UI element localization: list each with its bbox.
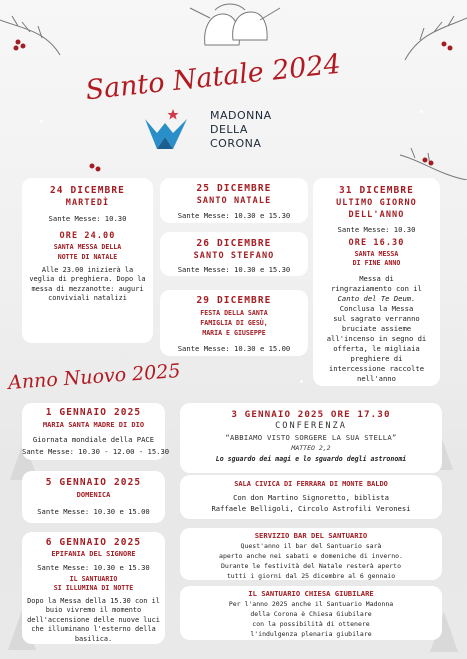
card-giubilare [180,586,442,640]
event-name: MARIA SANTA MADRE DI DIO [42,421,145,429]
page-title: Santo Natale 2024 [84,48,343,107]
event-name: SANTA MESSA [354,250,399,258]
card-25-dicembre [160,178,308,223]
event-date: 1 GENNAIO 2025 [45,407,142,418]
event-date: 25 DICEMBRE [196,183,272,194]
event-day: MARTEDÌ [65,198,110,208]
section-title: SERVIZIO BAR DEL SANTUARIO [254,531,368,540]
event-name: IL SANTUARIO [69,575,118,583]
event-name: DI FINE ANNO [352,259,401,267]
bells-icon [175,0,285,52]
event-date: 5 GENNAIO 2025 [45,477,142,488]
mass-times: Sante Messe: 10.30 e 15.30 [177,211,291,220]
event-date: 24 DICEMBRE [49,185,125,196]
logo-line: DELLA [210,123,248,136]
event-date: 31 DICEMBRE [338,185,414,196]
event-date: 6 GENNAIO 2025 [45,537,142,548]
event-speaker: Con don Martino Signoretto, biblista [233,493,389,502]
event-name: MARIA E GIUSEPPE [202,329,266,337]
mass-times: Sante Messe: 10.30 e 15.30 [177,265,291,274]
event-name: DOMENICA [76,491,111,499]
bar-info: Quest'anno il bar del Santuario sarà [240,542,382,550]
mass-times: Sante Messe: 10.30 - 12.00 - 15.30 [22,447,170,456]
event-date: 3 GENNAIO 2025 ORE 17.30 [231,409,391,420]
event-name: ULTIMO GIORNO [336,198,417,208]
event-name: SANTA MESSA DELLA [53,243,122,251]
bar-info: aperto anche nei sabati e domeniche di inverno. [219,552,403,560]
logo-line: MADONNA [210,109,272,122]
giubilare-info: Per l'anno 2025 anche il Santuario Madonna [228,600,394,608]
card-1-gennaio [22,403,170,460]
logo-mountain-icon [143,103,203,158]
event-note: offerta, le migliaia [333,344,420,353]
event-note: Conclusa la Messa [339,304,414,313]
mass-times: Sante Messe: 10.30 e 15.00 [177,344,291,353]
event-note: ringraziamento con il [331,284,422,293]
section-title: IL SANTUARIO CHIESA GIUBILARE [248,589,374,598]
logo-line: CORONA [210,137,262,150]
card-sala-civica [180,475,442,519]
card-bar [180,528,442,580]
card-29-dicembre [160,290,308,356]
event-subtitle: Lo sguardo dei magi e lo sguardo degli astronomi [215,455,407,463]
event-note: Messa di [359,274,394,283]
event-name: SI ILLUMINA DI NOTTE [53,584,134,592]
event-note: intercessione raccolte [328,364,425,373]
event-note: sul sagrato verranno [333,314,420,323]
event-date: 26 DICEMBRE [196,238,272,249]
bar-info: tutti i giorni dal 25 dicembre al 6 gennaio [226,572,396,580]
card-6-gennaio [22,532,165,644]
event-name: FAMIGLIA DI GESÙ, [200,319,268,327]
event-time: ORE 24.00 [59,231,116,241]
event-speaker: Raffaele Belligoli, Circolo Astrofili Veronesi [211,504,411,513]
event-note: Alle 23.00 inizierà la veglia di preghiera. Dopo la messa di mezzanotte: auguri conviviali natalizi [29,266,146,303]
mass-times: Sante Messe: 10.30 e 15.00 [37,507,150,516]
event-name: FESTA DELLA SANTA [200,309,268,317]
giubilare-info: l'indulgenza plenaria giubilare [250,630,372,638]
card-26-dicembre [160,232,308,276]
event-time: ORE 16.30 [348,238,405,248]
card-31-dicembre [313,178,440,386]
card-24-dicembre [22,178,153,343]
event-name: SANTO STEFANO [193,251,275,261]
event-note: all'incenso in segno di [326,334,427,343]
card-conferenza [180,403,442,473]
section-title: Anno Nuovo 2025 [7,360,182,394]
quote-reference: MATTEO 2,2 [291,444,331,452]
event-name: NOTTE DI NATALE [57,253,118,261]
giubilare-info: della Corona è Chiesa Giubilare [250,610,372,618]
bar-info: Durante le festività del Natale resterà aperto [220,562,401,570]
mass-times: Sante Messe: 10.30 e 15.30 [37,563,150,572]
event-name: SANTO NATALE [196,196,272,206]
event-note: Canto del Te Deum. [337,294,416,303]
giubilare-info: con la possibilità di ottenere [252,620,370,628]
event-place: SALA CIVICA DI FERRARA DI MONTE BALDO [234,480,388,488]
event-date: 29 DICEMBRE [196,295,272,306]
event-name: DELL'ANNO [348,210,405,220]
event-note: Giornata mondiale della PACE [32,435,155,444]
logo [143,103,272,162]
mass-times: Sante Messe: 10.30 [337,225,416,234]
event-name: CONFERENZA [275,421,347,431]
card-5-gennaio [22,471,165,523]
event-note: nell'anno [357,374,396,383]
event-name: EPIFANIA DEL SIGNORE [51,550,136,558]
event-note: bruciate assieme [341,324,412,333]
event-note: Dopo la Messa della 15.30 con il buio vivremo il momento dell'accensione delle nuove luci che illuminano l'esterno della basilica. [27,597,160,643]
event-note: preghiere di [350,354,403,363]
event-quote: “ABBIAMO VISTO SORGERE LA SUA STELLA” [225,433,397,442]
mass-times: Sante Messe: 10.30 [48,214,127,223]
